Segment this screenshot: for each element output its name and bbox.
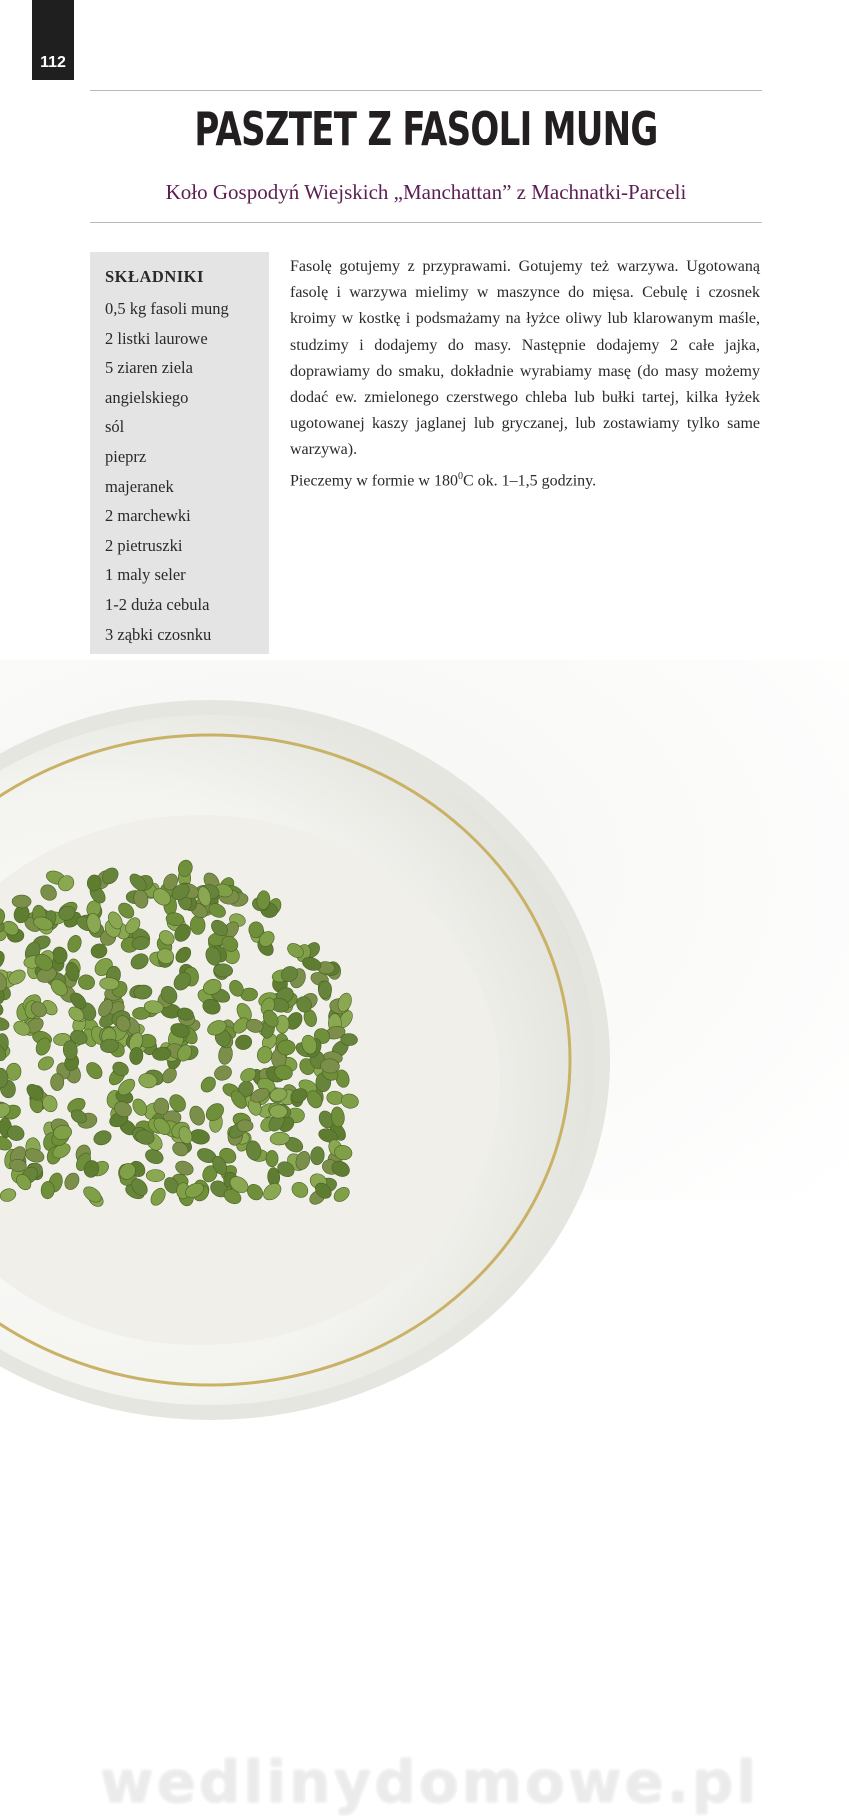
ingredient-item: 2 marchewki xyxy=(105,506,191,526)
ingredient-item: 1 maly seler xyxy=(105,565,186,585)
ingredient-item: 3 ząbki czosnku xyxy=(105,624,212,644)
ingredient-item: sól xyxy=(105,417,125,437)
method-paragraph: Fasolę gotujemy z przyprawami. Gotujemy też warzywa. Ugotowaną fasolę i warzywa mielimy w maszynce do mięsa. Cebulę i czosnek kroimy w kostkę i podsmażamy na łyżce oliwy lub klarowanym maśle, studzimy i dodajemy do masy. Następnie dodajemy 2 całe jajka, doprawiamy do smaku, dokładnie wyrabiamy masę (do masy możemy dodać ew. zmielonego czerstwego chleba lub bułki tartej, kilka łyżek ugotowanej kaszy jaglanej lub gryczanej, lub zostawiamy tylko same warzywa). xyxy=(290,258,760,459)
ingredients-box xyxy=(90,252,269,654)
ingredient-item: angielskiego xyxy=(105,387,189,407)
ingredient-item: 5 ziaren ziela xyxy=(105,358,193,378)
page-number: 112 xyxy=(40,54,66,71)
ingredients-heading: SKŁADNIKI xyxy=(105,267,204,286)
recipe-title: PASZTET Z FASOLI MUNG xyxy=(194,102,658,156)
mung-beans-photo xyxy=(0,660,849,1816)
ingredient-item: 2 pietruszki xyxy=(105,535,183,555)
method-text xyxy=(290,254,760,494)
ingredient-item: 1-2 duża cebula xyxy=(105,594,210,614)
bottom-divider xyxy=(90,222,762,223)
plate-illustration xyxy=(0,660,849,1200)
top-divider xyxy=(90,90,762,91)
ingredient-item: pieprz xyxy=(105,446,147,466)
ingredient-item: 0,5 kg fasoli mung xyxy=(105,299,229,318)
degree-mark: 0 xyxy=(457,470,463,482)
page-number-tab xyxy=(32,0,74,80)
recipe-author: Koło Gospodyń Wiejskich „Manchattan” z Machnatki-Parceli xyxy=(165,180,687,204)
baking-instruction: Pieczemy w formie w $180^0C$ ok. 1–1,5 godziny. xyxy=(290,470,597,489)
ingredients-list xyxy=(105,294,269,649)
ingredient-item: 2 listki laurowe xyxy=(105,328,208,348)
ingredient-item: majeranek xyxy=(105,476,174,496)
watermark: wedlinydomowe.pl xyxy=(100,1748,760,1816)
